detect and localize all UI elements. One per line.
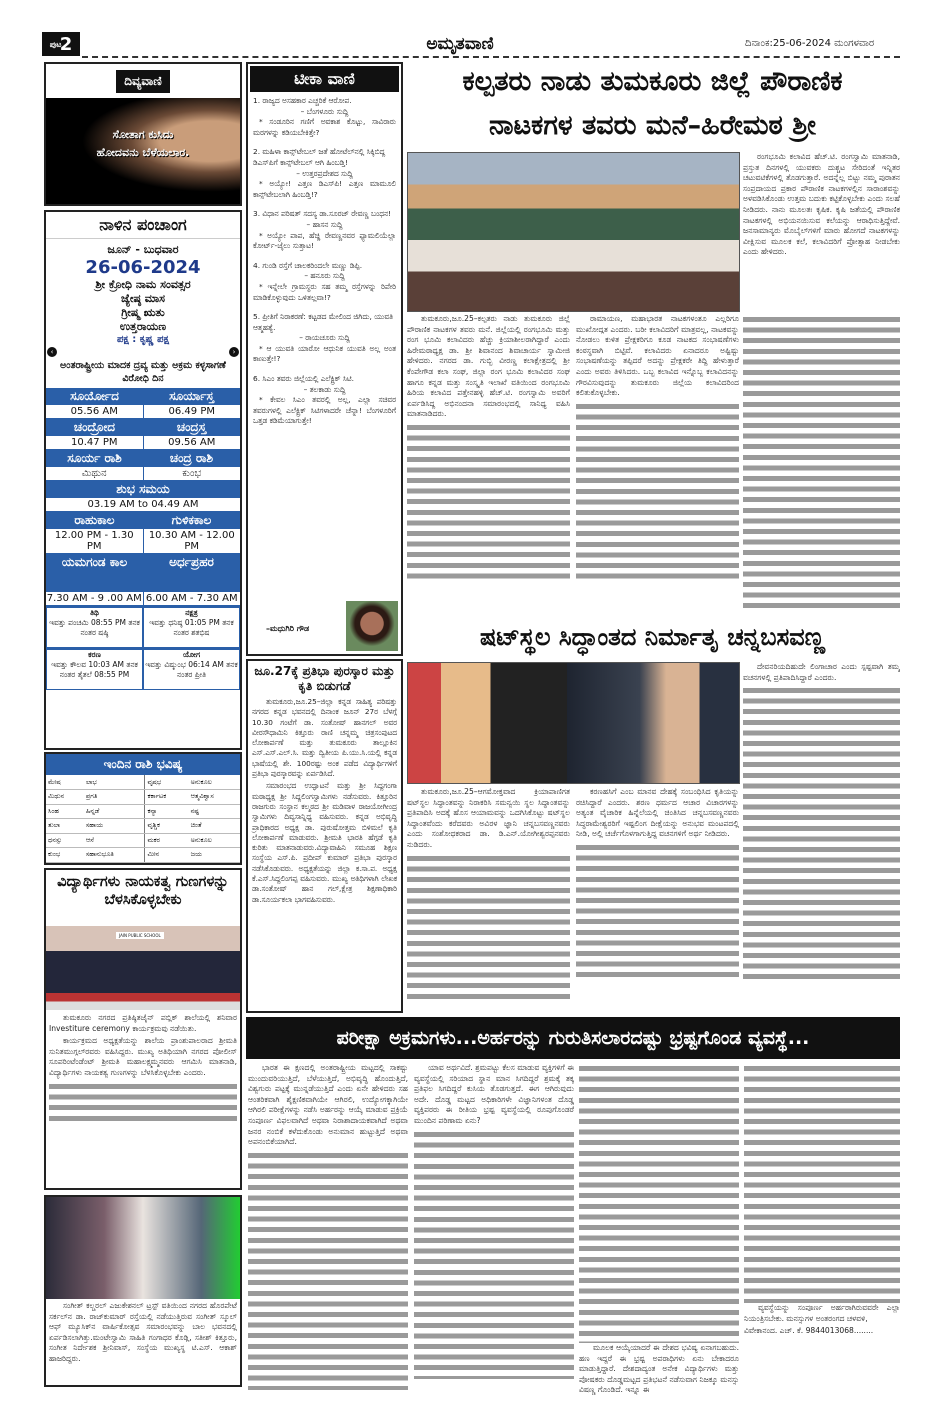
- tika-item: [253, 96, 396, 138]
- second-photo: [407, 662, 740, 784]
- tika-item: [253, 147, 396, 200]
- rashi-row: [46, 848, 240, 863]
- rashi-forecast: ಚಿಂತೆ: [189, 819, 240, 834]
- panchanga-title: ನಾಳಿನ ಪಂಚಾಂಗ: [46, 212, 240, 239]
- tika-news: 6. ಸಿಎಂ ತವರು ಜಿಲ್ಲೆಯಲ್ಲಿ ಎಲೆಕ್ಟ್ರಿಕ್ ಸಿಟಿ.: [253, 374, 354, 384]
- panchanga-date: 26-06-2024: [85, 257, 201, 278]
- tika-comment: * ಇನ್ನೇಲೇ ಗ್ರಾಮಸ್ಥರು ಸಹ ತಮ್ಮ ರಸ್ತೆಗಳನ್ನು ರಿಪೇರಿ ಮಾಡಿಕೊಳ್ಳುವುದು ಒಳಿತಲ್ಲವಾ!?: [253, 281, 396, 302]
- next-arrow-icon[interactable]: ›: [229, 347, 239, 357]
- quote-image: ಸೋತಾಗ ಕುಸಿದು ಹೋದವನು ಬೆಳೆಯಲಾರ.: [46, 98, 240, 206]
- tika-item: [253, 312, 396, 365]
- rashi-forecast: ಪ್ರಗತಿ: [84, 790, 145, 805]
- second-side-text: ದೇವನರಿಯದಿಹುದೇ ಲಿಂಗಾಚಾರ ಎಂದು ಸ್ಪಷ್ಟವಾಗಿ ತಮ್ಮ ವಚನಗಳಲ್ಲಿ ಪ್ರತಿಪಾದಿಸಿದ್ದಾರೆ ಎಂದರು.: [743, 662, 900, 1012]
- rashi-sign: ಕುಂಭ: [46, 848, 84, 863]
- rashi-sign: ಕನ್ಯಾ: [145, 804, 189, 819]
- second-headline: ಷಟ್‌ಸ್ಥಲ ಸಿದ್ಧಾಂತದ ನಿರ್ಮಾತೃ ಚನ್ನಬಸವಣ್ಣ: [479, 623, 826, 651]
- sangeeth-article: ಸಂಗೀತ್ ಕಲ್ಚರಲ್ ಎಜುಕೇಶನಲ್ ಟ್ರಸ್ಟ್ ವತಿಯಿಂದ ನಗರದ ಹೊರಪೇಟೆ ಸರ್ಕಲ್‌ನ ಡಾ. ರಾಜ್‌ಕುಮಾರ್ ರಸ್ತೆಯಲ್ಲಿ ನಡೆಯುತ್ತಿರುವ ಸಂಗೀತ್ ಸ್ಕೂಲ್ ಆಫ್ ಮ್ಯೂಸಿಕ್‌ನ ವಾರ್ಷಿಕೋತ್ಸವ ಸಮಾರಂಭವನ್ನು ಬಾಲ ಭವನದಲ್ಲಿ ಏರ್ಪಡಿಸಲಾಗಿತ್ತು.ಮಂಟೇಸ್ವಾಮಿ ಸಾಹಿತಿ ಗಂಗಾಧರ ಕೊಡ್ಲಿ, ಸತೀಶ್ ಕಿತ್ತೂರು, ಸಂಗೀತ ನಿರ್ದೇಶಕ ಶ್ರೀನಿವಾಸ್, ಸಂಸ್ಥೆಯ ಮುಖ್ಯಸ್ಥ ಟಿ.ಎಸ್. ಆಕಾಶ್ ಹಾಜರಿದ್ದರು.: [44, 1195, 242, 1387]
- rashi-table: [46, 775, 240, 863]
- rashi-row: [46, 819, 240, 834]
- masthead: ಅಮೃತವಾಣಿ: [426, 34, 494, 54]
- tika-author: –ಮಧುಗಿರಿ ಗೌಡ: [266, 624, 310, 633]
- issue-date: ದಿನಾಂಕ:25-06-2024 ಮಂಗಳವಾರ: [745, 38, 875, 49]
- second-col-2: ಕರಣಹಸಿಗೆ ಎಂಬ ಮಾನವ ದೇಹಕ್ಕೆ ಸಂಬಂಧಿಸಿದ ಕೃತಿಯನ್ನು ರಚಿಸಿದ್ದಾರೆ ಎಂದರು. ಶರಣ ಧರ್ಮದ ಆಚಾರ ವಿಚಾರಗಳನ್ನು ಅತ್ಯಂತ ವೈಚಾರಿಕ ಹಿನ್ನೆಲೆಯಲ್ಲಿ ಚಿಂತಿಸಿದ ಚನ್ನಬಸವಣ್ಣನವರು ಸಿದ್ಧರಾಮೇಶ್ವರರಿಗೆ ಇಷ್ಟಲಿಂಗ ದೀಕ್ಷೆಯನ್ನು ಅನುಭವ ಮಂಟಪದಲ್ಲಿ ನೀಡಿ, ಅಲ್ಲಿ ಚರ್ಚೆಗೊಳಗಾಗುತ್ತಿದ್ದ ವಚನಗಳಿಗೆ ಅರ್ಥ ನೀಡಿದರು.: [576, 787, 739, 1012]
- bottom-col-4: ವ್ಯವಸ್ಥೆಯನ್ನು ಸಂಪೂರ್ಣ ಅರ್ಹರಾಗಿರುವವರೇ ಎಲ್ಲಾ ನಿಯಂತ್ರಿಸಬೇಕು. ಮನಸ್ಸುಗಳ ಅಂತರಂಗದ ಚಳವಳಿ, ವಿವೇಕಾನಂದ. ಎಚ್. ಕೆ. 9844013068........: [744, 1063, 900, 1411]
- award-article: ಜೂ.27ಕ್ಕೆ ಪ್ರತಿಭಾ ಪುರಸ್ಕಾರ ಮತ್ತು ಕೃತಿ ಬಿಡುಗಡೆ ತುಮಕೂರು,ಜೂ.25–ಜಿಲ್ಲಾ ಕನ್ನಡ ಸಾಹಿತ್ಯ ಪರಿಷತ್ತು ನಗರದ ಕನ್ನಡ ಭವನದಲ್ಲಿ ದಿನಾಂಕ ಜೂನ್ 27ರ ಬೆಳಗ್ಗೆ 10.30 ಗಂಟೆಗೆ ಡಾ. ಸಂತೋಷ್ ಹಾನಗಲ್ ಅವರ ವೀರಸೌಧಾಮಿನಿ ಕಿತ್ತೂರು ರಾಣಿ ಚನ್ನಮ್ಮ ಚಿತ್ರಸಂಪುಟದ ಲೋಕಾರ್ಪಣೆ ಮತ್ತು ತುಮಕೂರು ತಾಲ್ಲೂಕಿನ ಎಸ್.ಎಸ್.ಎಲ್.ಸಿ. ಮತ್ತು ದ್ವಿತೀಯ ಪಿ.ಯು.ಸಿ.ಯಲ್ಲಿ ಕನ್ನಡ ಭಾಷೆಯಲ್ಲಿ ಶೇ. 100ರಷ್ಟು ಅಂಕ ಪಡೆದ ವಿದ್ಯಾರ್ಥಿಗಳಿಗೆ ಪ್ರತಿಭಾ ಪುರಸ್ಕಾರವನ್ನು ಏರ್ಪಡಿಸಿದೆ. ಸಮಾರಂಭದ ಉದ್ಘಾಟನೆ ಮತ್ತು ಶ್ರೀ ಸಿದ್ದಗಂಗಾ ಮಠಾಧ್ಯಕ್ಷ ಶ್ರೀ ಸಿದ್ದಲಿಂಗಸ್ವಾಮಿಗಳು ನಡೆಸುವರು. ಕಿತ್ತೂರಿನ ರಾಜಗುರು ಸಂಸ್ಥಾನ ಕಲ್ಮಠದ ಶ್ರೀ ಮಡಿವಾಳ ರಾಜಯೋಗೀಂದ್ರ ಸ್ವಾಮಿಗಳು ದಿವ್ಯಸಾನ್ನಿಧ್ಯ ವಹಿಸುವರು. ಕನ್ನಡ ಅಭಿವೃದ್ಧಿ ಪ್ರಾಧಿಕಾರದ ಅಧ್ಯಕ್ಷ ಡಾ. ಪುರುಷೋತ್ತಮ ಬಿಳಿಮಲೆ ಕೃತಿ ಲೋಕಾರ್ಪಣೆ ಮಾಡುವರು. ಶ್ರೀಮತಿ ಭಾರತಿ ಹೆಗ್ಗಡೆ ಕೃತಿ ಕುರಿತು ಮಾತನಾಡುವರು.ವಿದ್ಯಾವಾಹಿನಿ ಸಮೂಹ ಶಿಕ್ಷಣ ಸಂಸ್ಥೆಯ ಎಸ್.ಪಿ. ಪ್ರದೀಪ್ ಕುಮಾರ್ ಪ್ರತಿಭಾ ಪುರಸ್ಕಾರ ನಡೆಸಿಕೊಡುವರು. ಅಧ್ಯಕ್ಷತೆಯನ್ನು ಜಿಲ್ಲಾ ಕ.ಸಾ.ಪ. ಅಧ್ಯಕ್ಷ ಕೆ.ಎಸ್.ಸಿದ್ದಲಿಂಗಪ್ಪ ವಹಿಸುವರು. ಮುಖ್ಯ ಅತಿಥಿಗಳಾಗಿ ಲೇಖಕ ಡಾ.ಸಂತೋಷ್ ಹಾನ ಗಲ್,ಕ್ಷೇತ್ರ ಶಿಕ್ಷಣಾಧಿಕಾರಿ ಡಾ.ಸೂರ್ಯಕಲಾ ಭಾಗವಹಿಸುವರು.: [246, 659, 403, 1013]
- bottom-headline: ಪರೀಕ್ಷಾ ಅಕ್ರಮಗಳು...ಅರ್ಹರನ್ನು ಗುರುತಿಸಲಾರದಷ್ಟು ಭ್ರಷ್ಟಗೊಂಡ ವ್ಯವಸ್ಥೆ...: [246, 1017, 900, 1059]
- second-col-1: ತುಮಕೂರು,ಜೂ.25–ಆಗಮೋಕ್ತವಾದ ಕ್ರಿಯಾಪಾಣಿಗತ ಷಟ್‌ಸ್ಥಲ ಸಿದ್ಧಾಂತವನ್ನು ನಿರಾಕರಿಸಿ ಸಮನ್ವಯಿ ಸ್ಥಲ ಸಿದ್ಧಾಂತವನ್ನು ಪ್ರತಿಪಾದಿಸಿ ಅದಕ್ಕೆ ಹೊಸ ಆಯಾಮವನ್ನು ಒದಗಿಸಿಕೊಟ್ಟು ಷಟ್‌ಸ್ಥಲ ಸಿದ್ಧಾಂತವೆಂದು ಕರೆದವರು ಅವಿರಳ ಜ್ಞಾನಿ ಚನ್ನಬಸವಣ್ಣನವರು ಎಂದು ಸಂಶೋಧಕರಾದ ಡಾ. ಡಿ.ಎನ್.ಯೋಗೀಶ್ವರಪ್ಪನವರು ನುಡಿದರು.: [407, 787, 570, 1012]
- lead-headline: ಕಲ್ಪತರು ನಾಡು ತುಮಕೂರು ಜಿಲ್ಲೆ ಪೌರಾಣಿಕ ನಾಟಕಗಳ ತವರು ಮನೆ–ಹಿರೇಮಠ ಶ್ರೀ: [462, 66, 843, 141]
- tika-news: 4. ಗುಂಡಿ ರಸ್ತೆಗೆ ಚಾಲಕರಿಂದಲೇ ಮಣ್ಣು ಡಿಪ್ಪಿ.: [253, 260, 363, 270]
- rashi-forecast: ಆತ್ಮವಿಶ್ವಾಸ: [189, 790, 240, 805]
- tika-comment: * ಆ ಯುವತಿ ಯಾರೋ ಆಧುನಿಕ ಯುವತಿ ಅಲ್ಲ ಅಂತ ಕಾಣುತ್ತೇ!?: [253, 343, 396, 364]
- bottom-col-3: ಮೂಲಕ ಆಯ್ಕೆಯಾದರೆ ಈ ದೇಶದ ಭವಿಷ್ಯ ಏನಾಗಬಹುದು. ಹಣ ಇದ್ದರೆ ಈ ಭ್ರಷ್ಟ ಅಪರಾಧಿಗಳು ಏನು ಬೇಕಾದರೂ ಮಾಡುತ್ತಿದ್ದಾರೆ. ದೇಶದಾದ್ಯಂತ ಅನೇಕ ವಿದ್ಯಾರ್ಥಿಗಳು ಮತ್ತು ಪೋಷಕರು ದೊಡ್ಡಮಟ್ಟದ ಪ್ರತಿಭಟನೆ ನಡೆಸುವಾಗ ನಿಜಕ್ಕೂ ಮನಸ್ಸು ವಿಷಣ್ಣ ಗೊಂಡಿದೆ. ಇನ್ನೂ ಈ: [579, 1063, 739, 1411]
- rashi-forecast: ಸಹಾಯ: [84, 819, 145, 834]
- rashi-row: [46, 804, 240, 819]
- tika-comment: * ಕೇವಲ ಸಿಎಂ ತವರಲ್ಲಿ ಅಲ್ಲ, ಎಲ್ಲಾ ಸಚಿವರ ತವರುಗಳಲ್ಲಿ ಎಲೆಕ್ಟ್ರಿಕ್ ಸಿಟಿಗಳಾದರೇ ಚೆನ್ನಾ! ಬೆಂಗಳೂರಿಗೆ ಒತ್ತಡ ಕಡಿಮೆಯಾಗುತ್ತೇ!: [253, 395, 396, 426]
- rashi-sign: ಮಿಥುನ: [46, 790, 84, 805]
- rashi-forecast: ಆಸೆ: [84, 833, 145, 848]
- rashi-forecast: ಸಹಾನುಭೂತಿ: [84, 848, 145, 863]
- tika-source: – ಹಾಸನ ಸುದ್ದಿ: [306, 219, 343, 229]
- divyavani-box: [44, 62, 242, 206]
- lead-col-1: ತುಮಕೂರು,ಜೂ.25–ಕಲ್ಪತರು ನಾಡು ತುಮಕೂರು ಜಿಲ್ಲೆ ಪೌರಾಣಿಕ ನಾಟಕಗಳ ತವರು ಮನೆ. ಜಿಲ್ಲೆಯಲ್ಲಿ ರಂಗಭೂಮಿ ಮತ್ತು ರಂಗ ಭೂಮಿ ಕಲಾವಿದರು ಹೆಚ್ಚು ಕ್ರಿಯಾಶೀಲರಾಗಿದ್ದಾರೆ ಎಂದು ಹಿರೇಮಠಾಧ್ಯಕ್ಷ ಡಾ. ಶ್ರೀ ಶಿವಾನಂದ ಶಿವಾಚಾರ್ಯ ಸ್ವಾಮೀಜಿ ಹೇಳಿದರು. ನಗರದ ಡಾ. ಗುಬ್ಬಿ ವೀರಣ್ಣ ಕಲಾಕ್ಷೇತ್ರದಲ್ಲಿ ಶ್ರೀ ಕೆಂಪೇಗೌಡ ಕಲಾ ಸಂಘ, ಜಿಲ್ಲಾ ರಂಗ ಭೂಮಿ ಕಲಾವಿದರ ಸಂಘ ಹಾಗೂ ಕನ್ನಡ ಮತ್ತು ಸಂಸ್ಕೃತಿ ಇಲಾಖೆ ವತಿಯಿಂದ ರಂಗಭೂಮಿ ಹಿರಿಯ ಕಲಾವಿದ ಪತ್ತೇನಹಳ್ಳಿ ಹೆಚ್.ಟಿ. ರಂಗಸ್ವಾಮಿ ಅವರಿಗೆ ಏರ್ಪಡಿಸಿದ್ದ ಅಭಿನಂದನಾ ಸಮಾರಂಭದಲ್ಲಿ ಸಾನಿಧ್ಯ ವಹಿಸಿ ಮಾತನಾಡಿದರು.: [407, 314, 570, 610]
- rashi-row: [46, 790, 240, 805]
- tika-news: 1. ರಾಜ್ಯದ ಅಸಹಕಾರ ಎಚ್ಚರಿಕೆ ಆರೋಪ.: [253, 96, 352, 105]
- rashi-title: ಇಂದಿನ ರಾಶಿ ಭವಿಷ್ಯ: [46, 754, 240, 775]
- rashi-sign: ವೃಷಭ: [145, 775, 189, 790]
- divyavani-label: ದಿವ್ಯವಾಣಿ: [116, 70, 170, 93]
- students-article: ವಿದ್ಯಾರ್ಥಿಗಳು ನಾಯಕತ್ವ ಗುಣಗಳನ್ನು ಬೆಳಸಿಕೊಳ್ಳಬೇಕು JAIN PUBLIC SCHOOL ತುಮಕೂರು ನಗರದ ಪ್ರತಿಷ್ಠಿತಜೈನ್ ಪಬ್ಲಿಕ್ ಶಾಲೆಯಲ್ಲಿ ಶನಿವಾರ Investiture ceremony ಕಾರ್ಯಕ್ರಮವು ನಡೆಯಿತು. ಕಾರ್ಯಕ್ರಮದ ಅಧ್ಯಕ್ಷತೆಯನ್ನು ಶಾಲೆಯ ಪ್ರಾಂಶುಪಾಲರಾದ ಶ್ರೀಮತಿ ಸುನಿತಮುಗ್ಗಲ್‌ರವರು ವಹಿಸಿದ್ದರು. ಮುಖ್ಯ ಅತಿಥಿಯಾಗಿ ನಗರದ ಪೋಲೀಸ್ ಸೂಪರಿಂಟೆಂಡೆಂಟ್ ಶ್ರೀಮತಿ ಮಹಾಲಕ್ಷ್ಮಮ್ಮನವರು ಆಗಮಿಸಿ ಮಾತನಾಡಿ, ವಿದ್ಯಾರ್ಥಿಗಳು ನಾಯಕತ್ವ ಗುಣಗಳನ್ನು ಬೆಳಸಿಕೊಳ್ಳಬೇಕು ಎಂದರು.: [44, 868, 242, 1190]
- students-headline: ವಿದ್ಯಾರ್ಥಿಗಳು ನಾಯಕತ್ವ ಗುಣಗಳನ್ನು ಬೆಳಸಿಕೊಳ್ಳಬೇಕು: [57, 874, 229, 909]
- tika-comment: * ಅಯ್ಯೋ! ಎತ್ತಣ ಡಿಎಸ್‌ಪಿ! ಎತ್ತಣ ಮಾಮೂಲಿ ಕಾನ್ಸ್‌ಟೇಬಲಾಗಿ ಹಿಂಬಡ್ತಿ!?: [253, 179, 396, 199]
- tika-news: 3. ವಿಧಾನ ಪರಿಷತ್ ಸದಸ್ಯ ಡಾ.ಸೂರಜ್ ರೇವಣ್ಣ ಬಂಧನ!: [253, 209, 392, 219]
- rashi-sign: ಮೀನ: [145, 848, 189, 863]
- rashi-sign: ವೃಶ್ಚಿಕ: [145, 819, 189, 834]
- author-signature: ವಿವೇಕಾನಂದ. ಎಚ್. ಕೆ. 9844013068........: [744, 1326, 874, 1336]
- sangeeth-photo: [46, 1197, 240, 1299]
- rashi-row: [46, 775, 240, 790]
- lead-photo: [407, 152, 740, 312]
- prev-arrow-icon[interactable]: ‹: [47, 347, 57, 357]
- tika-comment: * ಅಯ್ಯೋ ಪಾಪ, ಹೆಚ್ಡಿ ರೇವಣ್ಣನವರ ಫ್ಯಾಮಲಿಯೆಲ್ಲಾ ಕೋರ್ಟ್-ಜೈಲು ಸುತ್ತಾಟ!: [253, 230, 396, 251]
- page-number: ಪುಟ 2: [42, 32, 80, 56]
- rashi-sign: ಸಿಂಹ: [46, 804, 84, 819]
- special-day: ಅಂತರಾಷ್ಟ್ರೀಯ ಮಾದಕ ದ್ರವ್ಯ ಮತ್ತು ಅಕ್ರಮ ಕಳ್ಳಸಾಗಣೆ ವಿರೋಧಿ ದಿನ: [60, 360, 226, 384]
- rashi-row: [46, 833, 240, 848]
- tika-item: [253, 209, 396, 251]
- rashi-forecast: ಜಯ: [189, 848, 240, 863]
- rashi-sign: ಧನಸ್ಸು: [46, 833, 84, 848]
- tika-source: – ಬೆಂಗಳೂರು ಸುದ್ದಿ: [300, 106, 349, 116]
- rashi-sign: ಮಕರ: [145, 833, 189, 848]
- lead-col-3: [743, 314, 900, 610]
- panchanga-box: ನಾಳಿನ ಪಂಚಾಂಗ ಜೂನ್ - ಬುಧವಾರ 26-06-2024 ಶ್ರೀ ಕ್ರೋಧಿ ನಾಮ ಸಂವತ್ಸರ ಜ್ಯೇಷ್ಠ ಮಾಸ ಗ್ರೀಷ್ಮ ಋತು ಉತ್ತರಾಯಣ ಪಕ್ಷ : ಕೃಷ್ಣ ಪಕ್ಷ ‹ › ಅಂತರಾಷ್ಟ್ರೀಯ ಮಾದಕ ದ್ರವ್ಯ ಮತ್ತು ಅಕ್ರಮ ಕಳ್ಳಸಾಗಣೆ ವಿರೋಧಿ ದಿನ ಸೂರ್ಯೋದ ಸೂರ್ಯಾಸ್ತ 05.56 AM 06.49 PM ಚಂದ್ರೋದ ಚಂದ್ರಸ್ತ 10.47 PM 09.56 AM ಸೂರ್ಯ ರಾಶಿ ಚಂದ್ರ ರಾಶಿ ಮಿಥುನ ಕುಂಭ ಶುಭ ಸಮಯ 03.19 AM to 04.49 AM ರಾಹುಕಾಲ ಗುಳಿಕಕಾಲ 12.00 PM - 1.30 PM 10.30 AM - 12.00 PM ಯಮಗಂಡ ಕಾಲ ಅರ್ಧಪ್ರಹರ 7.30 AM - 9 .00 AM 6.00 AM - 7.30 AM ತಿಥಿ ಇವತ್ತು ಪಂಚಮಿ 08:55 PM ತನಕ ನಂತರ ಷಷ್ಠಿ ನಕ್ಷತ್ರ ಇವತ್ತು ಧನಿಷ್ಠ 01:05 PM ತನಕ ನಂತರ ಶತಭಿಷ ಕರಣ ಇವತ್ತು ಕೌಲವ 10:03 AM ತನಕ ನಂತರ ತೈತಲೆ 08:55 PM ಯೋಗ ಇವತ್ತು ವಿಷ್ಕುಂಭ 06:14 AM ತನಕ ನಂತರ ಪ್ರೀತಿ: [44, 210, 242, 750]
- rashi-sign: ತುಲಾ: [46, 819, 84, 834]
- bottom-col-2: ಯಾವ ಅರ್ಥವಿದೆ. ಶ್ರಮಪಟ್ಟು ಕೆಲಸ ಮಾಡುವ ವ್ಯಕ್ತಿಗಳಿಗೆ ಈ ವ್ಯವಸ್ಥೆಯಲ್ಲಿ ಸರಿಯಾದ ಸ್ಥಾನ ಮಾನ ಸಿಗದಿದ್ದರೆ ಶ್ರಮಕ್ಕೆ ತಕ್ಕ ಪ್ರತಿಫಲ ಸಿಗದಿದ್ದರೆ ಕುಸಿಯ ತೊಡಗುತ್ತದೆ. ಈಗ ಆಗಿರುವುದು ಅದೇ. ದೊಡ್ಡ ಮಟ್ಟದ ಅಧಿಕಾರಿಗಳೇ ವಿಜ್ಞಾನಿಗಳಂತ ದೊಡ್ಡ ವ್ಯಕ್ತಿಪರರು ಈ ರೀತಿಯ ಭ್ರಷ್ಟ ವ್ಯವಸ್ಥೆಯಲ್ಲಿ ರೂಪುಗೊಂಡರೆ ಮುಂದಿನ ಪರಿಣಾಮ ಏನು?: [414, 1063, 574, 1411]
- author-photo: [346, 601, 398, 651]
- rashi-sign: ಮೇಷ: [46, 775, 84, 790]
- tika-item: [253, 374, 396, 427]
- students-photo: JAIN PUBLIC SCHOOL: [46, 926, 240, 1010]
- tika-news: 5. ಪ್ರೀತಿಗೆ ನಿರಾಕರಣೆ: ಕಟ್ಟಡದ ಮೇಲಿಂದ ಜಿಗಿದು, ಯುವತಿ ಆತ್ಮಹತ್ಯೆ.: [253, 312, 394, 332]
- rashi-forecast: ಅನುಕೂಲ: [189, 833, 240, 848]
- header-divider: [82, 56, 900, 58]
- tika-vani-box: [246, 62, 403, 656]
- tika-comment: * ಸಂಡೂರಿನ ಗಣಿಗೆ ಅವಕಾಶ ಕೊಟ್ಟು, ಸಾವಿರಾರು ಮರಗಳನ್ನು ಕಡಿಯಬೇಕಿತ್ತೇ?: [253, 117, 396, 137]
- tika-news: 2. ಮಹಿಳಾ ಕಾನ್ಸ್‌ಟೇಬಲ್ ಜತೆ ಹೋಟೆಲ್‌ನಲ್ಲಿ ಸಿಕ್ಕಿಬಿದ್ದ ಡಿಎಸ್‌ಪಿಗೆ ಕಾನ್ಸ್‌ಟೇಬಲ್ ಆಗಿ ಹಿಂಬಡ್ತಿ!: [253, 147, 386, 167]
- tika-title: ಟೀಕಾ ವಾಣಿ: [250, 66, 399, 92]
- bottom-col-1: ಭಾರತ ಈ ಕ್ಷಣದಲ್ಲಿ ಅಂತರಾಷ್ಟ್ರೀಯ ಮಟ್ಟದಲ್ಲಿ ಸಾಕಷ್ಟು ಮುಂದುವರಿಯುತ್ತಿದೆ, ಬೆಳೆಯುತ್ತಿದೆ, ಅಭಿವೃದ್ಧಿ ಹೊಂದುತ್ತಿದೆ, ವಿಶ್ವಗುರು ಪಟ್ಟಕ್ಕೆ ಮುನ್ನಡೆಯುತ್ತಿದೆ ಎಂದು ಏನೇ ಹೇಳಿದರು ಸಹ ಆಂತರಿಕವಾಗಿ ಶೈಕ್ಷಣಿಕವಾಗಿಯೇ ಆಗಿರಲಿ, ಉದ್ಯೋಗಕ್ಕಾಗಿಯೇ ಆಗಿರಲಿ ಪರೀಕ್ಷೆಗಳನ್ನು ನಡೆಸಿ ಅರ್ಹರನ್ನು ಆಯ್ಕೆ ಮಾಡುವ ಪ್ರಕ್ರಿಯೆ ಸಂಪೂರ್ಣ ವಿಫಲವಾಗಿದೆ ಅಥವಾ ನಿರಾಶಾದಾಯಕವಾಗಿದೆ ಅಥವಾ ಜನರ ನಂಬಿಕೆ ಕಳೆದುಕೊಂಡು ಅನುಮಾನ ಹುಟ್ಟುತ್ತಿದೆ ಅಥವಾ ಅಪನಂಬಿಕೆಯಾಗಿದೆ.: [248, 1063, 408, 1411]
- tika-item: [253, 261, 396, 303]
- lead-side-text: ರಂಗಭೂಮಿ ಕಲಾವಿದ ಹೆಚ್.ಟಿ. ರಂಗಸ್ವಾಮಿ ಮಾತನಾಡಿ, ಪ್ರಸ್ತುತ ದಿನಗಳಲ್ಲಿ ಯುವಕರು ದುಶ್ಚಟ ಸೇರಿದಂತೆ ಇನ್ನಿತರ ಚಟುವಟಿಕೆಗಳಲ್ಲಿ ತೊಡಗುತ್ತಾರೆ. ಅದನ್ನೆಲ್ಲ ಬಿಟ್ಟು ನಮ್ಮ ಪುರಾತನ ಸಂಪ್ರದಾಯದ ಪ್ರಕಾರ ಪೌರಾಣಿಕ ನಾಟಕಗಳಲ್ಲಿನ ಸಾರಾಂಶವನ್ನು ಅಳವಡಿಸಿಕೊಂಡು ಉತ್ತಮ ಬದುಕು ಕಟ್ಟಿಕೊಳ್ಳಬೇಕು ಎಂದು ಸಲಹೆ ನೀಡಿದರು. ನಾನು ಮೂಲತಃ ಕೃಷಿಕ. ಕೃಷಿ ಜತೆಯಲ್ಲಿ ಪೌರಾಣಿಕ ನಾಟಕಗಳಲ್ಲಿ ಅಭಿಯನಯಿಸುವ ಕಲೆಯನ್ನು ಆರಾಧಿಸುತ್ತಿದ್ದೇವೆ. ಜನಸಾಮಾನ್ಯರು ಮೊಬೈಲ್‌ಗಳಿಗೆ ಮಾರು ಹೋಗದೆ ನಾಟಕಗಳನ್ನು ವೀಕ್ಷಿಸುವ ಮೂಲಕ ಕಲೆ, ಕಲಾವಿದರಿಗೆ ಪ್ರೋತ್ಸಾಹ ನೀಡಬೇಕು ಎಂದು ಹೇಳಿದರು.: [743, 152, 900, 257]
- tika-source: – ತಲಕಾಡು ಸುದ್ದಿ: [303, 384, 346, 394]
- rashi-forecast: ಹಿನ್ನಡೆ: [84, 804, 145, 819]
- rashi-forecast: ನಷ್ಟ: [189, 804, 240, 819]
- rashi-forecast: ಲಾಭ: [84, 775, 145, 790]
- tika-source: – ಹನೂರು ಸುದ್ದಿ: [304, 271, 345, 281]
- rashi-sign: ಕರ್ಕಾಟಕ: [145, 790, 189, 805]
- rashi-forecast: ಅನುಕೂಲ: [189, 775, 240, 790]
- tika-source: – ರಾಯಚೂರು ಸುದ್ದಿ: [299, 333, 350, 343]
- tika-source: – ಉತ್ತರಪ್ರದೇಶದ ಸುದ್ದಿ: [296, 168, 353, 178]
- lead-col-2: ರಾಮಾಯಣ, ಮಹಾಭಾರತ ನಾಟಕಗಳಂತೂ ಎಲ್ಲರಿಗೂ ಮುಖೋದ್ಗತ ಎಂದರು. ಬರೀ ಕಲಾವಿದರಿಗೆ ಮಾತ್ರವಲ್ಲ, ನಾಟಕವನ್ನು ನೋಡಲು ಕುಳಿತ ಪ್ರೇಕ್ಷಕರಿಗೂ ಕೂಡ ನಾಟಕದ ಸಂಭಾಷಣೆಗಳು ಕಂಠಸ್ಥವಾಗಿ ಬಿಟ್ಟಿವೆ. ಕಲಾವಿದರು ಏನಾದರೂ ಅಷ್ಟಿಷ್ಟು ಸಂಭಾಷಣೆಯನ್ನು ತಪ್ಪಿದರೆ ಅದನ್ನು ಪ್ರೇಕ್ಷಕರೇ ತಿದ್ದಿ ಹೇಳುತ್ತಾರೆ ಎಂದು ಅವರು ತಿಳಿಸಿದರು. ಒಬ್ಬ ಕಲಾವಿದ ಇನ್ನೊಬ್ಬ ಕಲಾವಿದನನ್ನು ಗೌರವಿಸುವುದನ್ನು ತುಮಕೂರು ಜಿಲ್ಲೆಯ ಕಲಾವಿದರಿಂದ ಕಲಿತುಕೊಳ್ಳಬೇಕು.: [576, 314, 739, 610]
- rashi-bhavishya: [44, 752, 242, 865]
- award-headline: ಜೂ.27ಕ್ಕೆ ಪ್ರತಿಭಾ ಪುರಸ್ಕಾರ ಮತ್ತು ಕೃತಿ ಬಿಡುಗಡೆ: [254, 664, 395, 693]
